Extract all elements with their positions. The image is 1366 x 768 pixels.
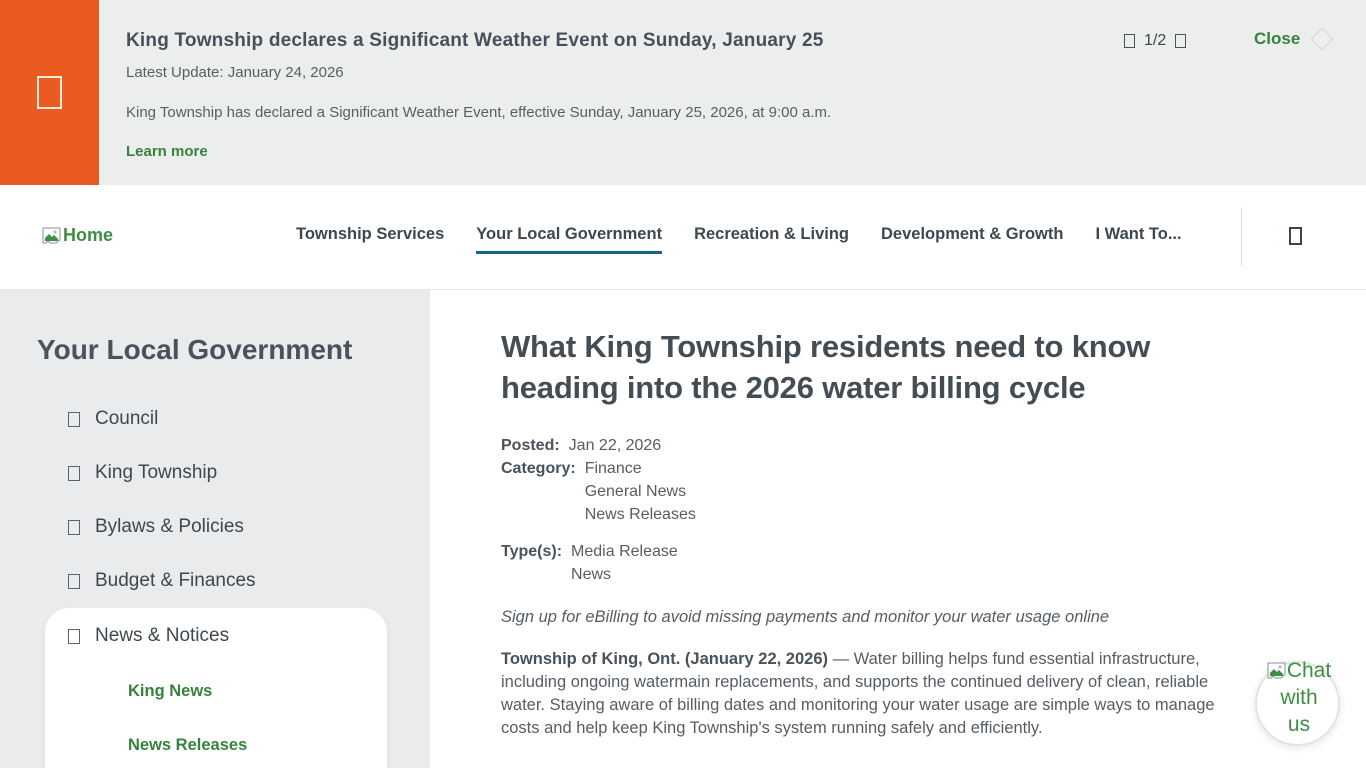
broken-image-icon [1267, 662, 1286, 679]
category-values [585, 457, 696, 526]
sidebar-item-label[interactable]: Council [95, 408, 159, 429]
alert-title: King Township declares a Significant Weather Event on Sunday, January 25 [126, 30, 824, 51]
alert-body: King Township has declared a Significant Weather Event, effective Sunday, January 25, 2026, at 9:00 a.m. [126, 104, 832, 121]
sidebar-item-label[interactable]: Budget & Finances [95, 570, 256, 591]
learn-more-link[interactable]: Learn more [126, 143, 208, 160]
nav-item-development-growth[interactable]: Development & Growth [881, 225, 1064, 243]
article-title: What King Township residents need to know heading into the 2026 water billing cycle [501, 329, 1151, 405]
sidebar [0, 290, 430, 768]
close-icon[interactable] [1311, 28, 1334, 51]
meta-type-row [501, 540, 1366, 586]
article-body-lead: Township of King, Ont. (January 22, 2026) [501, 650, 828, 668]
sidebar-item-bylaws-policies[interactable] [0, 500, 430, 554]
category-value: News Releases [584, 506, 696, 523]
sidebar-title: Your Local Government [37, 334, 353, 365]
nav-item-recreation-living[interactable]: Recreation & Living [694, 225, 850, 243]
type-value: News [571, 566, 612, 583]
expand-icon[interactable] [68, 520, 80, 535]
article-tagline: Sign up for eBilling to avoid missing payments and monitor your water usage online [501, 608, 1110, 626]
category-label: Category: [501, 460, 576, 477]
sidebar-item-budget-finances[interactable] [0, 554, 430, 608]
collapse-icon[interactable] [68, 629, 80, 644]
alert-updated: Latest Update: January 24, 2026 [126, 64, 344, 81]
type-value: Media Release [571, 543, 678, 560]
nav-links [296, 225, 1182, 244]
nav-item-your-local-government[interactable]: Your Local Government [476, 225, 663, 243]
article-body-text: — Water billing helps fund essential infrastructure, including ongoing watermain replacements, and supports the continued delivery of clean, reliable water. Staying aware of billing dates and monitoring your water usage are simple ways to manage costs and help keep King Township's system running safely and efficiently. [501, 650, 1215, 737]
next-alert-icon[interactable] [1175, 34, 1186, 48]
alert-close-button[interactable] [1254, 29, 1330, 49]
alert-warning-icon [37, 76, 62, 109]
nav-item-i-want-to[interactable]: I Want To... [1095, 225, 1182, 243]
prev-alert-icon[interactable] [1124, 34, 1135, 48]
sidebar-item-label[interactable]: Bylaws & Policies [95, 516, 244, 537]
page-body [0, 290, 1366, 768]
main-navbar [0, 185, 1366, 290]
sidebar-item-council[interactable] [0, 392, 430, 446]
article-body [501, 648, 1243, 740]
sidebar-expanded-card [45, 608, 387, 768]
sidebar-nav [0, 392, 430, 608]
home-label[interactable]: Home [63, 225, 114, 245]
nav-divider [1241, 207, 1242, 266]
alert-content [99, 0, 831, 185]
alert-pager [1124, 32, 1186, 50]
sidebar-sublist [45, 664, 387, 768]
sidebar-subitem-king-news[interactable] [128, 664, 387, 718]
posted-label: Posted: [501, 437, 560, 454]
meta-posted-row [501, 434, 1366, 457]
category-value: Finance [584, 460, 642, 477]
sidebar-item-label[interactable]: King Township [95, 462, 218, 483]
chat-with-us-button[interactable] [1255, 661, 1340, 746]
article-main [430, 290, 1366, 768]
sidebar-item-label[interactable]: News & Notices [95, 625, 230, 646]
chat-label[interactable] [1251, 657, 1347, 738]
type-label: Type(s): [501, 543, 563, 560]
sidebar-subitem-news-releases[interactable] [128, 718, 387, 768]
alert-close-label[interactable]: Close [1254, 29, 1301, 48]
expand-icon[interactable] [68, 412, 80, 427]
nav-item-township-services[interactable]: Township Services [296, 225, 445, 243]
sidebar-item-news-notices[interactable] [45, 608, 387, 664]
alert-page-indicator: 1/2 [1144, 32, 1167, 49]
alert-icon-block [0, 0, 99, 185]
article-meta [501, 434, 1366, 586]
broken-image-icon [42, 227, 61, 244]
meta-category-row [501, 457, 1366, 526]
category-value: General News [584, 483, 687, 500]
sidebar-subitem-label[interactable]: News Releases [128, 735, 248, 754]
sidebar-subitem-label[interactable]: King News [128, 681, 213, 700]
home-logo-link[interactable] [42, 225, 113, 246]
expand-icon[interactable] [68, 574, 80, 589]
posted-value: Jan 22, 2026 [568, 437, 662, 454]
search-icon[interactable] [1289, 227, 1302, 245]
alert-banner [0, 0, 1366, 185]
chat-alt-text[interactable]: Chat with us [1280, 659, 1332, 736]
expand-icon[interactable] [68, 466, 80, 481]
type-values [571, 540, 678, 586]
sidebar-item-king-township[interactable] [0, 446, 430, 500]
